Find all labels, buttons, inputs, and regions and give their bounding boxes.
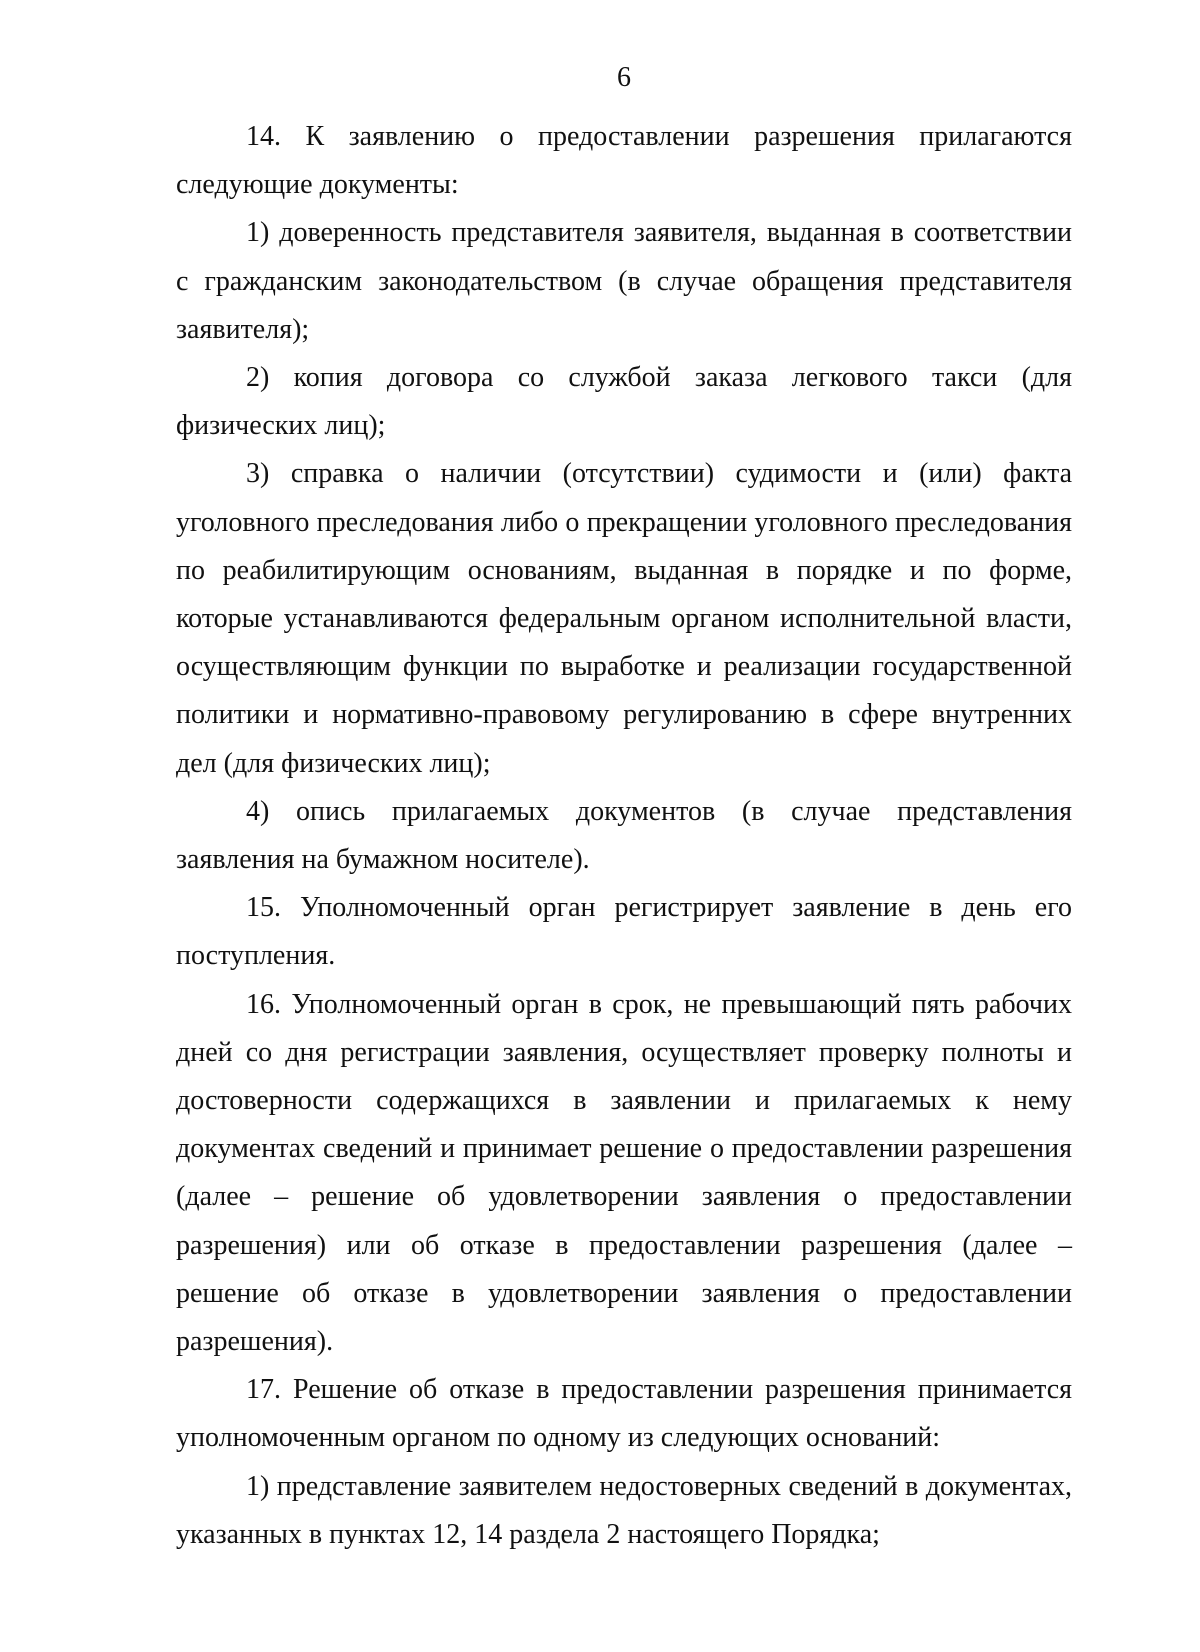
paragraph-17-item-1: 1) представление заявителем недостоверных сведений в документах, указанных в пунктах 12, 14 раздела 2 настоящего Порядка;: [176, 1470, 1072, 1550]
page-number: 6: [617, 62, 631, 93]
paragraph-14-item-4: 4) опись прилагаемых документов (в случае представления заявления на бумажном носителе).: [176, 795, 1072, 876]
paragraph-14-item-2: 2) копия договора со службой заказа легкового такси (для физических лиц);: [176, 362, 1072, 442]
paragraph-15: 15. Уполномоченный орган регистрирует заявление в день его поступления.: [176, 892, 1072, 972]
paragraph-17: 17. Решение об отказе в предоставлении разрешения принимается уполномоченным органом по одному из следующих оснований:: [176, 1374, 1072, 1454]
paragraph-14-item-1: 1) доверенность представителя заявителя, выданная в соответствии с гражданским законодательством (в случае обращения представителя заявителя);: [176, 217, 1072, 345]
paragraph-14-item-3: 3) справка о наличии (отсутствии) судимости и (или) факта уголовного преследования либо о прекращении уголовного преследования по реабилитирующим основаниям, выданная в порядке и по форме, которые устанавливаются федеральным органом исполнительной власти, осуществляющим функции по выработке и реализации государственной политики и нормативно-правовому регулированию в сфере внутренних дел (для физических лиц);: [176, 458, 1072, 779]
document-body: [176, 113, 1072, 1559]
paragraph-16: 16. Уполномоченный орган в срок, не превышающий пять рабочих дней со дня регистрации заявления, осуществляет проверку полноты и достоверности содержащихся в заявлении и прилагаемых к нему документах сведений и принимает решение о предоставлении разрешения (далее – решение об удовлетворении заявления о предоставлении разрешения) или об отказе в предоставлении разрешения (далее – решение об отказе в удовлетворении заявления о предоставлении разрешения).: [176, 988, 1072, 1358]
paragraph-14: 14. К заявлению о предоставлении разрешения прилагаются следующие документы:: [176, 121, 1072, 201]
